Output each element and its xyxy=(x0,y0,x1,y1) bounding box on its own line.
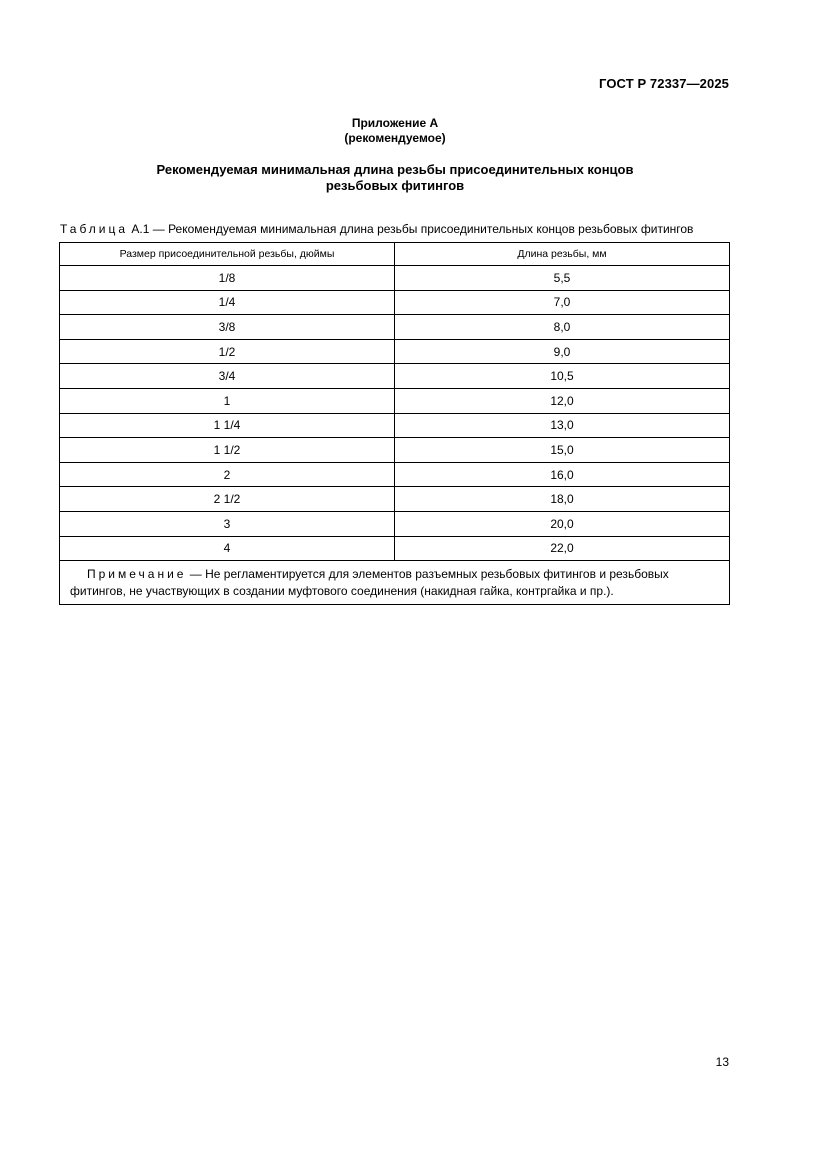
cell-length: 12,0 xyxy=(395,388,730,413)
table-row xyxy=(60,339,730,364)
table-row xyxy=(60,388,730,413)
table-note-row xyxy=(60,561,730,605)
cell-size: 4 xyxy=(60,536,395,561)
table-caption-text: А.1 — Рекомендуемая минимальная длина резьбы присоединительных концов резьбовых фитингов xyxy=(128,222,694,236)
note-label: Примечание xyxy=(87,567,187,582)
cell-length: 15,0 xyxy=(395,438,730,463)
heading-line-1: Рекомендуемая минимальная длина резьбы присоединительных концов xyxy=(156,162,634,177)
document-heading xyxy=(0,162,790,194)
table-row xyxy=(60,536,730,561)
cell-size: 1/4 xyxy=(60,290,395,315)
page-number: 13 xyxy=(715,1055,729,1069)
table-row xyxy=(60,290,730,315)
cell-length: 22,0 xyxy=(395,536,730,561)
cell-length: 8,0 xyxy=(395,315,730,340)
table-row xyxy=(60,266,730,291)
table-row xyxy=(60,487,730,512)
table-caption xyxy=(60,222,740,237)
table-note xyxy=(60,561,730,605)
cell-length: 16,0 xyxy=(395,462,730,487)
cell-size: 1/2 xyxy=(60,339,395,364)
annex-title: Приложение А xyxy=(351,116,439,130)
cell-size: 1 xyxy=(60,388,395,413)
table-header-row xyxy=(60,243,730,266)
table-row xyxy=(60,511,730,536)
cell-length: 18,0 xyxy=(395,487,730,512)
cell-size: 3/8 xyxy=(60,315,395,340)
cell-size: 1 1/2 xyxy=(60,438,395,463)
table-row xyxy=(60,438,730,463)
note-text: — Не регламентируется для элементов разъемных резьбовых фитингов и резьбовых фитингов, не участвующих в создании муфтового соединения (накидная гайка, контргайка и пр.). xyxy=(70,567,669,599)
cell-length: 20,0 xyxy=(395,511,730,536)
cell-length: 9,0 xyxy=(395,339,730,364)
cell-size: 3/4 xyxy=(60,364,395,389)
table-row xyxy=(60,315,730,340)
cell-size: 2 xyxy=(60,462,395,487)
standard-code: ГОСТ Р 72337—2025 xyxy=(599,76,729,91)
cell-length: 13,0 xyxy=(395,413,730,438)
cell-length: 5,5 xyxy=(395,266,730,291)
heading-line-2: резьбовых фитингов xyxy=(325,178,465,193)
annex-status: (рекомендуемое) xyxy=(344,131,446,145)
thread-length-table xyxy=(59,242,730,605)
cell-size: 1 1/4 xyxy=(60,413,395,438)
table-row xyxy=(60,462,730,487)
cell-size: 1/8 xyxy=(60,266,395,291)
cell-size: 2 1/2 xyxy=(60,487,395,512)
annex-title-block xyxy=(0,116,790,146)
column-header-size: Размер присоединительной резьбы, дюймы xyxy=(60,243,395,266)
cell-length: 7,0 xyxy=(395,290,730,315)
table-row xyxy=(60,364,730,389)
cell-length: 10,5 xyxy=(395,364,730,389)
column-header-length: Длина резьбы, мм xyxy=(395,243,730,266)
table-caption-label: Таблица xyxy=(60,222,129,236)
table-row xyxy=(60,413,730,438)
cell-size: 3 xyxy=(60,511,395,536)
